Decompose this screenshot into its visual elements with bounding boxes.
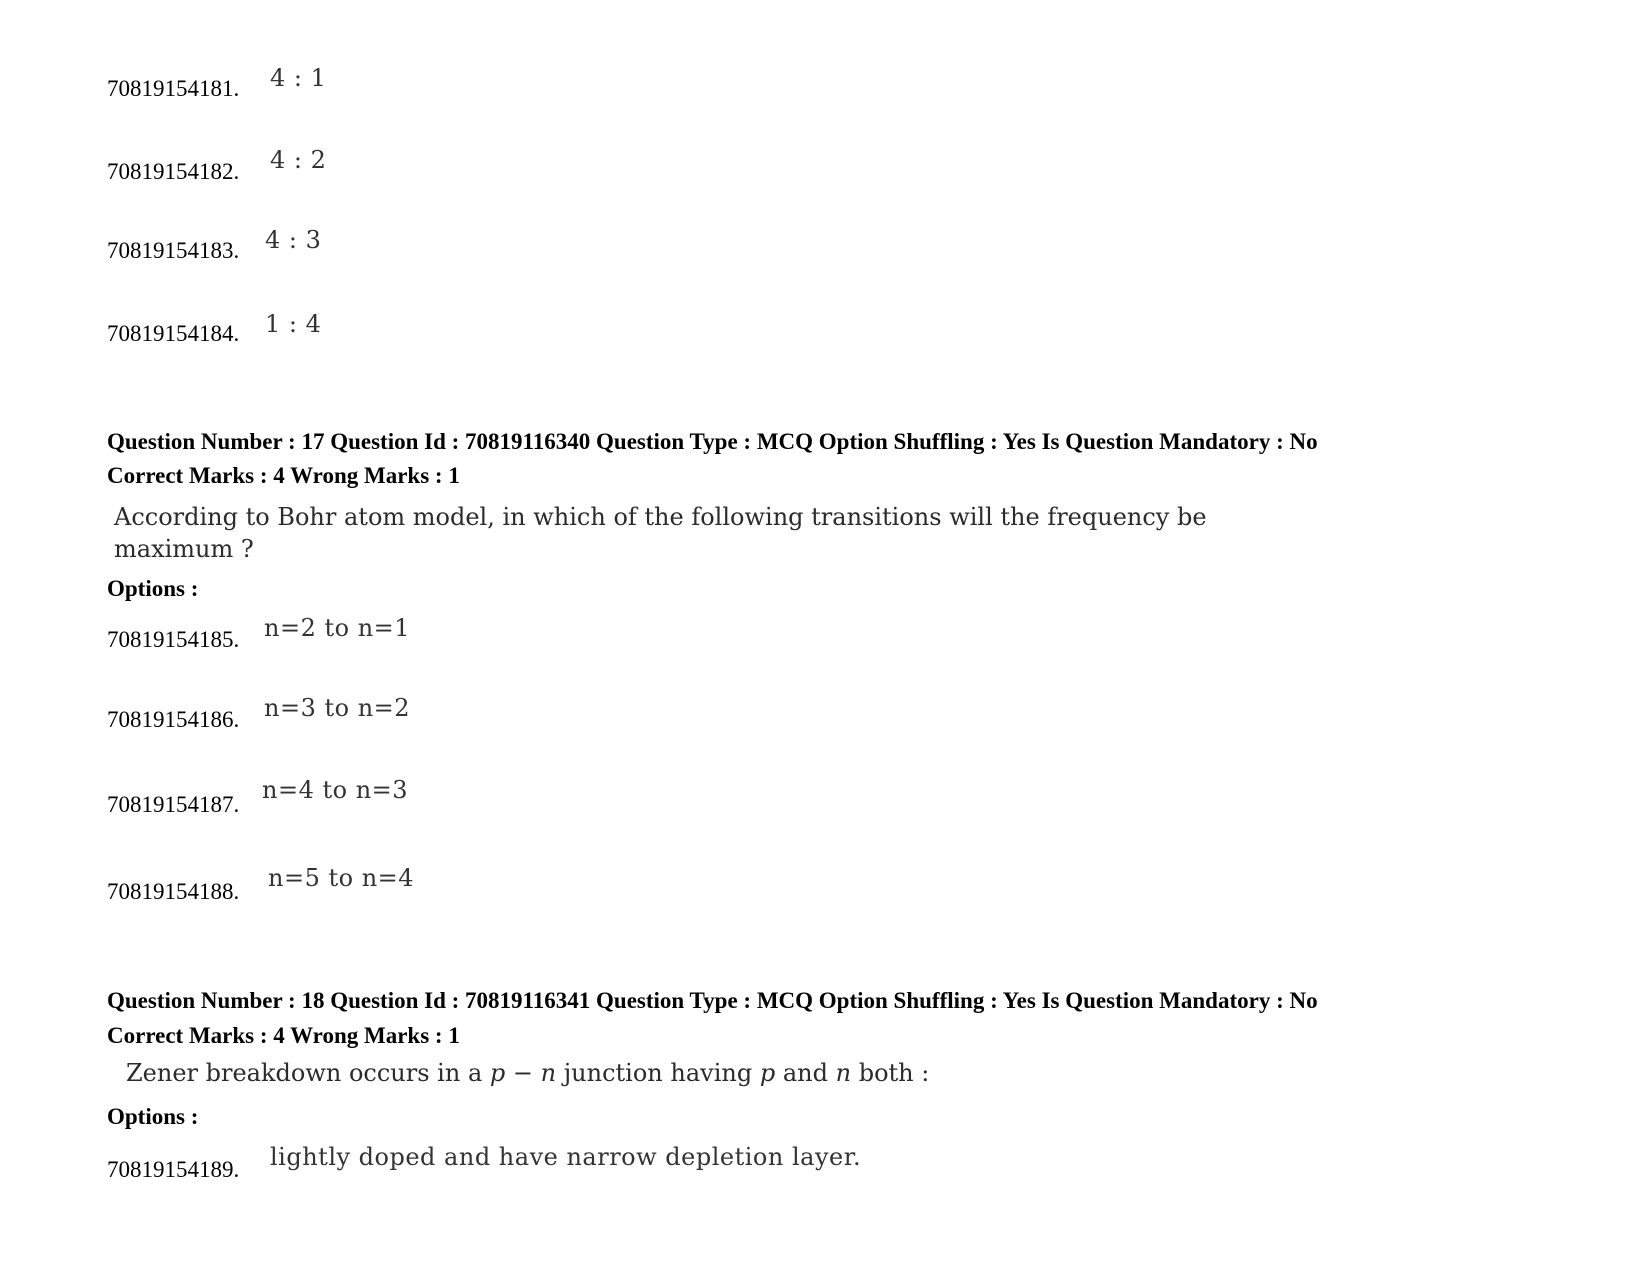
question-header: Question Number : 17 Question Id : 70819116340 Question Type : MCQ Option Shuffling : Yes Is Question Mandatory : No xyxy=(107,429,1318,454)
question-marks: Correct Marks : 4 Wrong Marks : 1 xyxy=(107,1023,460,1048)
question-text-part: junction having xyxy=(556,1059,760,1087)
option-id: 70819154183. xyxy=(107,238,240,263)
question-text: According to Bohr atom model, in which of the following transitions will the frequency be xyxy=(114,503,1207,531)
option-text: 4 : 1 xyxy=(270,64,327,92)
question-header: Question Number : 18 Question Id : 70819116341 Question Type : MCQ Option Shuffling : Yes Is Question Mandatory : No xyxy=(107,988,1318,1013)
option-text: n=5 to n=4 xyxy=(268,864,415,892)
option-id: 70819154184. xyxy=(107,321,240,346)
question-text xyxy=(126,1057,929,1089)
option-text: lightly doped and have narrow depletion layer. xyxy=(270,1143,862,1171)
options-label: Options : xyxy=(107,1104,199,1129)
option-text: n=2 to n=1 xyxy=(264,614,411,642)
option-text: 1 : 4 xyxy=(265,310,322,338)
math-p: p xyxy=(759,1059,776,1087)
option-id: 70819154181. xyxy=(107,76,240,101)
question-text-part: both : xyxy=(851,1059,930,1087)
question-text-part: Zener breakdown occurs in a xyxy=(126,1059,490,1087)
question-text-part: and xyxy=(775,1059,836,1087)
option-id: 70819154186. xyxy=(107,707,240,732)
question-text-continued: maximum ? xyxy=(114,535,254,563)
math-minus: − xyxy=(505,1059,541,1087)
math-n: n xyxy=(540,1059,557,1087)
option-text: n=3 to n=2 xyxy=(264,694,411,722)
option-id: 70819154187. xyxy=(107,792,240,817)
option-id: 70819154189. xyxy=(107,1157,240,1182)
option-text: n=4 to n=3 xyxy=(262,776,409,804)
option-id: 70819154182. xyxy=(107,159,240,184)
math-n: n xyxy=(835,1059,852,1087)
options-label: Options : xyxy=(107,576,199,601)
option-id: 70819154185. xyxy=(107,627,240,652)
question-marks: Correct Marks : 4 Wrong Marks : 1 xyxy=(107,463,460,488)
option-text: 4 : 3 xyxy=(265,226,322,254)
option-id: 70819154188. xyxy=(107,879,240,904)
option-text: 4 : 2 xyxy=(270,146,327,174)
math-p: p xyxy=(489,1059,506,1087)
